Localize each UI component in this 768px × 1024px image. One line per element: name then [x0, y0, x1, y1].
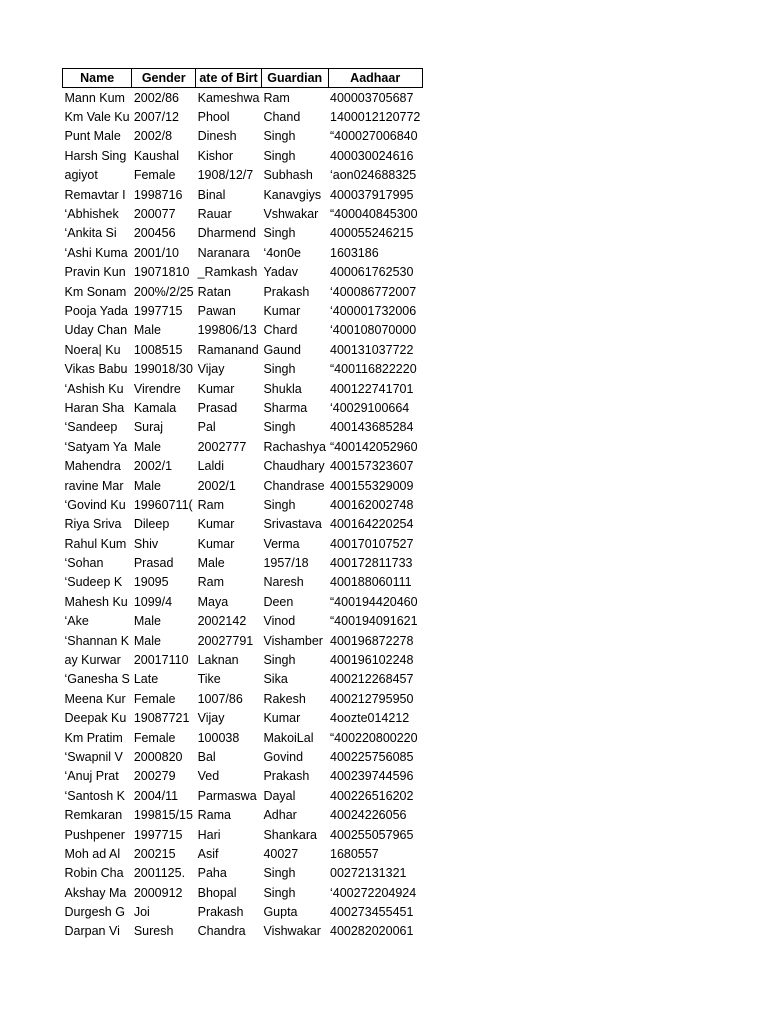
- guardian-cell[interactable]: Vinod: [263, 614, 296, 629]
- aadhaar-cell[interactable]: ‘400108070000: [330, 323, 417, 338]
- aadhaar-cell[interactable]: ‘400001732006: [330, 303, 417, 318]
- name-cell[interactable]: Haran Sha: [64, 400, 125, 415]
- guardian-cell[interactable]: Verma: [263, 536, 300, 551]
- dob-cell[interactable]: Pawan: [197, 303, 236, 318]
- guardian-cell[interactable]: Sika: [263, 672, 288, 687]
- guardian-cell[interactable]: Rakesh: [263, 691, 306, 706]
- aadhaar-cell[interactable]: ‘400272204924: [330, 885, 417, 900]
- dob-cell[interactable]: Prasad: [197, 400, 238, 415]
- guardian-cell[interactable]: Vshwakar: [263, 207, 319, 222]
- header-gender[interactable]: Gender: [132, 69, 196, 88]
- guardian-cell[interactable]: Singh: [263, 653, 296, 668]
- gender-cell[interactable]: 200456: [133, 226, 176, 241]
- gender-cell[interactable]: Female: [133, 168, 176, 183]
- dob-cell[interactable]: 20027791: [197, 633, 254, 648]
- dob-cell[interactable]: Tike: [197, 672, 221, 687]
- aadhaar-cell[interactable]: ‘40029100664: [330, 400, 410, 415]
- name-cell[interactable]: Vikas Babu: [64, 362, 128, 377]
- table-row: [63, 864, 423, 883]
- aadhaar-cell[interactable]: 400157323607: [330, 459, 414, 474]
- table-row: [63, 437, 423, 456]
- name-cell[interactable]: Uday Chan: [64, 323, 128, 338]
- guardian-cell[interactable]: Singh: [263, 226, 296, 241]
- name-cell[interactable]: ‘Shannan K: [64, 633, 130, 648]
- name-cell[interactable]: Meena Kur: [64, 691, 126, 706]
- gender-cell[interactable]: Dileep: [133, 517, 170, 532]
- dob-cell[interactable]: Rauar: [197, 207, 232, 222]
- table-row: [63, 534, 423, 553]
- gender-cell[interactable]: 2004/11: [133, 788, 179, 803]
- name-cell[interactable]: Punt Male: [64, 129, 121, 144]
- name-cell[interactable]: ‘Santosh K: [64, 788, 125, 803]
- dob-cell[interactable]: Maya: [197, 594, 229, 609]
- aadhaar-cell[interactable]: 400143685284: [330, 420, 414, 435]
- gender-cell[interactable]: Male: [133, 614, 161, 629]
- name-cell[interactable]: Akshay Ma: [64, 885, 127, 900]
- name-cell[interactable]: Km Sonam: [64, 284, 127, 299]
- aadhaar-cell[interactable]: 400196872278: [330, 633, 414, 648]
- header-name[interactable]: Name: [63, 69, 132, 88]
- table-row: [63, 263, 423, 282]
- dob-cell[interactable]: Hari: [197, 827, 221, 842]
- table-row: [63, 825, 423, 844]
- header-row: [63, 69, 423, 88]
- guardian-cell[interactable]: Gaund: [263, 342, 301, 357]
- table-row: [63, 612, 423, 631]
- guardian-cell[interactable]: MakoiLal: [263, 730, 314, 745]
- gender-cell[interactable]: Suresh: [133, 924, 174, 939]
- table-row: [63, 805, 423, 824]
- aadhaar-cell[interactable]: 4oozte014212: [330, 711, 410, 726]
- name-cell[interactable]: Harsh Sing: [64, 148, 127, 163]
- guardian-cell[interactable]: Singh: [263, 362, 296, 377]
- guardian-cell[interactable]: ‘4on0e: [263, 245, 301, 260]
- table-row: [63, 146, 423, 165]
- name-cell[interactable]: ‘Sandeep: [64, 420, 118, 435]
- gender-cell[interactable]: Prasad: [133, 556, 174, 571]
- guardian-cell[interactable]: Adhar: [263, 808, 297, 823]
- dob-cell[interactable]: 100038: [197, 730, 240, 745]
- guardian-cell[interactable]: Singh: [263, 497, 296, 512]
- dob-cell[interactable]: Dharmend: [197, 226, 256, 241]
- guardian-cell[interactable]: Singh: [263, 420, 296, 435]
- gender-cell[interactable]: Kaushal: [133, 148, 180, 163]
- gender-cell[interactable]: 19960711(: [133, 497, 193, 512]
- table-row: [63, 902, 423, 921]
- gender-cell[interactable]: 20017110: [133, 653, 189, 668]
- name-cell[interactable]: ‘Satyam Ya: [64, 439, 128, 454]
- table-row: [63, 282, 423, 301]
- gender-cell[interactable]: 2000820: [133, 749, 183, 764]
- guardian-cell[interactable]: Gupta: [263, 905, 298, 920]
- aadhaar-cell[interactable]: 400003705687: [330, 90, 414, 105]
- aadhaar-cell[interactable]: 400188060111: [330, 575, 412, 590]
- gender-cell[interactable]: Suraj: [133, 420, 164, 435]
- guardian-cell[interactable]: Singh: [263, 866, 296, 881]
- table-row: [63, 166, 423, 185]
- gender-cell[interactable]: 19095: [133, 575, 169, 590]
- dob-cell[interactable]: Kumar: [197, 517, 235, 532]
- name-cell[interactable]: Mahesh Ku: [64, 594, 128, 609]
- name-cell[interactable]: Km Vale Ku: [64, 110, 130, 125]
- dob-cell[interactable]: Rama: [197, 808, 231, 823]
- aadhaar-cell[interactable]: “400116822220: [330, 362, 417, 377]
- guardian-cell[interactable]: Kanavgiys: [263, 187, 322, 202]
- gender-cell[interactable]: Joi: [133, 905, 150, 920]
- aadhaar-cell[interactable]: 400131037722: [330, 342, 414, 357]
- dob-cell[interactable]: Paha: [197, 866, 227, 881]
- guardian-cell[interactable]: Kumar: [263, 303, 301, 318]
- dob-cell[interactable]: Kumar: [197, 381, 235, 396]
- dob-cell[interactable]: 2002/1: [197, 478, 236, 493]
- table-row: [63, 418, 423, 437]
- guardian-cell[interactable]: Govind: [263, 749, 304, 764]
- dob-cell[interactable]: Asif: [197, 846, 219, 861]
- guardian-cell[interactable]: Naresh: [263, 575, 304, 590]
- table-row: [63, 650, 423, 669]
- name-cell[interactable]: Darpan Vi: [64, 924, 120, 939]
- dob-cell[interactable]: Male: [197, 556, 225, 571]
- table-row: [63, 709, 423, 728]
- name-cell[interactable]: Noera| Ku: [64, 342, 121, 357]
- dob-cell[interactable]: Ram: [197, 575, 225, 590]
- table-row: [63, 515, 423, 534]
- dob-cell[interactable]: Naranara: [197, 245, 250, 260]
- aadhaar-cell[interactable]: 400122741701: [330, 381, 414, 396]
- guardian-cell[interactable]: Singh: [263, 885, 296, 900]
- name-cell[interactable]: ‘Govind Ku: [64, 497, 126, 512]
- table-row: [63, 107, 423, 126]
- name-cell[interactable]: Moh ad Al: [64, 846, 121, 861]
- name-cell[interactable]: Km Pratim: [64, 730, 123, 745]
- gender-cell[interactable]: 200215: [133, 846, 176, 861]
- table-row: [63, 689, 423, 708]
- table-row: [63, 631, 423, 650]
- dob-cell[interactable]: Bhopal: [197, 885, 237, 900]
- aadhaar-cell[interactable]: “400194091621: [330, 614, 418, 629]
- table-row: [63, 844, 423, 863]
- guardian-cell[interactable]: Chandrase: [263, 478, 325, 493]
- guardian-cell[interactable]: Ram: [263, 90, 290, 105]
- table-row: [63, 476, 423, 495]
- table-row: [63, 592, 423, 611]
- table-row: [63, 340, 423, 359]
- name-cell[interactable]: Pushpener: [64, 827, 125, 842]
- aadhaar-cell[interactable]: 1680557: [330, 846, 379, 861]
- dob-cell[interactable]: _Ramkash: [197, 265, 258, 280]
- guardian-cell[interactable]: Shankara: [263, 827, 317, 842]
- aadhaar-cell[interactable]: 400282020061: [330, 924, 414, 939]
- table-row: [63, 728, 423, 747]
- guardian-cell[interactable]: Dayal: [263, 788, 296, 803]
- guardian-cell[interactable]: Singh: [263, 129, 296, 144]
- dob-cell[interactable]: Prakash: [197, 905, 244, 920]
- aadhaar-cell[interactable]: ‘400086772007: [330, 284, 417, 299]
- name-cell[interactable]: Pravin Kun: [64, 265, 126, 280]
- name-cell[interactable]: Mahendra: [64, 459, 121, 474]
- guardian-cell[interactable]: Chand: [263, 110, 301, 125]
- gender-cell[interactable]: 199018/30: [133, 362, 193, 377]
- header-date-of-birth[interactable]: ate of Birt: [196, 69, 262, 88]
- table-row: [63, 922, 423, 941]
- aadhaar-cell[interactable]: 400030024616: [330, 148, 414, 163]
- gender-cell[interactable]: 2001125.: [133, 866, 186, 881]
- name-cell[interactable]: Riya Sriva: [64, 517, 122, 532]
- gender-cell[interactable]: 200%/2/25: [133, 284, 194, 299]
- name-cell[interactable]: ‘Sudeep K: [64, 575, 123, 590]
- table-row: [63, 185, 423, 204]
- aadhaar-cell[interactable]: 40024226056: [330, 808, 407, 823]
- aadhaar-cell[interactable]: 00272131321: [330, 866, 407, 881]
- gender-cell[interactable]: Late: [133, 672, 159, 687]
- dob-cell[interactable]: Kumar: [197, 536, 235, 551]
- table-row: [63, 88, 423, 108]
- dob-cell[interactable]: Ram: [197, 497, 225, 512]
- name-cell[interactable]: Remavtar I: [64, 187, 126, 202]
- guardian-cell[interactable]: Prakash: [263, 769, 310, 784]
- dob-cell[interactable]: Bal: [197, 749, 216, 764]
- dob-cell[interactable]: Chandra: [197, 924, 246, 939]
- aadhaar-cell[interactable]: 400164220254: [330, 517, 414, 532]
- dob-cell[interactable]: Vijay: [197, 711, 225, 726]
- table-row: [63, 224, 423, 243]
- gender-cell[interactable]: Male: [133, 633, 161, 648]
- dob-cell[interactable]: Parmaswa: [197, 788, 257, 803]
- table-row: [63, 301, 423, 320]
- guardian-cell[interactable]: Singh: [263, 148, 296, 163]
- name-cell[interactable]: ay Kurwar: [64, 653, 121, 668]
- gender-cell[interactable]: Female: [133, 730, 176, 745]
- dob-cell[interactable]: Kameshwa: [197, 90, 260, 105]
- dob-cell[interactable]: Laldi: [197, 459, 225, 474]
- name-cell[interactable]: ‘Abhishek: [64, 207, 119, 222]
- aadhaar-cell[interactable]: ‘aon024688325: [330, 168, 417, 183]
- table-row: [63, 747, 423, 766]
- aadhaar-cell[interactable]: “400040845300: [330, 207, 418, 222]
- dob-cell[interactable]: 1908/12/7: [197, 168, 254, 183]
- dob-cell[interactable]: 2002142: [197, 614, 247, 629]
- table-body: [63, 88, 423, 942]
- gender-cell[interactable]: 1008515: [133, 342, 183, 357]
- table-row: [63, 359, 423, 378]
- table-row: [63, 243, 423, 262]
- guardian-cell[interactable]: 1957/18: [263, 556, 309, 571]
- gender-cell[interactable]: 2001/10: [133, 245, 180, 260]
- guardian-cell[interactable]: Sharma: [263, 400, 308, 415]
- guardian-cell[interactable]: Chard: [263, 323, 298, 338]
- gender-cell[interactable]: Kamala: [133, 400, 177, 415]
- guardian-cell[interactable]: Srivastava: [263, 517, 322, 532]
- gender-cell[interactable]: 19071810: [133, 265, 190, 280]
- aadhaar-cell[interactable]: 400196102248: [330, 653, 414, 668]
- dob-cell[interactable]: Ved: [197, 769, 220, 784]
- aadhaar-cell[interactable]: 400172811733: [330, 556, 413, 571]
- guardian-cell[interactable]: 40027: [263, 846, 299, 861]
- gender-cell[interactable]: 200279: [133, 769, 176, 784]
- dob-cell[interactable]: Phool: [197, 110, 230, 125]
- guardian-cell[interactable]: Subhash: [263, 168, 313, 183]
- gender-cell[interactable]: 19087721: [133, 711, 190, 726]
- name-cell[interactable]: Pooja Yada: [64, 303, 128, 318]
- name-cell[interactable]: ‘Swapnil V: [64, 749, 123, 764]
- aadhaar-cell[interactable]: 400061762530: [330, 265, 414, 280]
- aadhaar-cell[interactable]: 400037917995: [330, 187, 414, 202]
- gender-cell[interactable]: Shiv: [133, 536, 159, 551]
- name-cell[interactable]: ‘Ganesha S: [64, 672, 130, 687]
- dob-cell[interactable]: 1007/86: [197, 691, 243, 706]
- name-cell[interactable]: agiyot: [64, 168, 98, 183]
- gender-cell[interactable]: 2002/8: [133, 129, 173, 144]
- dob-cell[interactable]: Vijay: [197, 362, 225, 377]
- aadhaar-cell[interactable]: 400155329009: [330, 478, 414, 493]
- gender-cell[interactable]: 200077: [133, 207, 176, 222]
- gender-cell[interactable]: Male: [133, 478, 161, 493]
- dob-cell[interactable]: 199806/13: [197, 323, 257, 338]
- name-cell[interactable]: ‘Sohan: [64, 556, 104, 571]
- aadhaar-cell[interactable]: “400027006840: [330, 129, 418, 144]
- name-cell[interactable]: Rahul Kum: [64, 536, 127, 551]
- aadhaar-cell[interactable]: 400255057965: [330, 827, 414, 842]
- guardian-cell[interactable]: Rachashya: [263, 439, 326, 454]
- aadhaar-cell[interactable]: 400239744596: [330, 769, 414, 784]
- gender-cell[interactable]: Virendre: [133, 381, 181, 396]
- aadhaar-cell[interactable]: 400212795950: [330, 691, 414, 706]
- gender-cell[interactable]: 2000912: [133, 885, 183, 900]
- aadhaar-cell[interactable]: 400162002748: [330, 497, 414, 512]
- dob-cell[interactable]: Laknan: [197, 653, 239, 668]
- table-row: [63, 204, 423, 223]
- gender-cell[interactable]: 2002/86: [133, 90, 180, 105]
- aadhaar-cell[interactable]: “400194420460: [330, 594, 418, 609]
- gender-cell[interactable]: Male: [133, 323, 161, 338]
- aadhaar-cell[interactable]: “400220800220: [330, 730, 418, 745]
- table-row: [63, 573, 423, 592]
- gender-cell[interactable]: 1099/4: [133, 594, 173, 609]
- gender-cell[interactable]: Male: [133, 439, 161, 454]
- name-cell[interactable]: ‘Ake: [64, 614, 89, 629]
- records-table: [62, 68, 423, 941]
- guardian-cell[interactable]: Yadav: [263, 265, 298, 280]
- guardian-cell[interactable]: Shukla: [263, 381, 302, 396]
- dob-cell[interactable]: Ratan: [197, 284, 231, 299]
- name-cell[interactable]: ‘Ankita Si: [64, 226, 117, 241]
- table-row: [63, 786, 423, 805]
- name-cell[interactable]: ‘Ashish Ku: [64, 381, 124, 396]
- table-row: [63, 379, 423, 398]
- table-row: [63, 670, 423, 689]
- dob-cell[interactable]: Dinesh: [197, 129, 237, 144]
- aadhaar-cell[interactable]: 400055246215: [330, 226, 414, 241]
- header-aadhaar[interactable]: Aadhaar: [328, 69, 422, 88]
- table-row: [63, 767, 423, 786]
- aadhaar-cell[interactable]: 1603186: [330, 245, 379, 260]
- guardian-cell[interactable]: Prakash: [263, 284, 310, 299]
- table-row: [63, 553, 423, 572]
- gender-cell[interactable]: 1997715: [133, 303, 183, 318]
- name-cell[interactable]: Robin Cha: [64, 866, 124, 881]
- table-row: [63, 456, 423, 475]
- name-cell[interactable]: Mann Kum: [64, 90, 125, 105]
- guardian-cell[interactable]: Chaudhary: [263, 459, 325, 474]
- aadhaar-cell[interactable]: 400225756085: [330, 749, 414, 764]
- header-guardian[interactable]: Guardian: [261, 69, 328, 88]
- dob-cell[interactable]: Kishor: [197, 148, 234, 163]
- aadhaar-cell[interactable]: 400170107527: [330, 536, 414, 551]
- name-cell[interactable]: ‘Ashi Kuma: [64, 245, 128, 260]
- gender-cell[interactable]: Female: [133, 691, 176, 706]
- gender-cell[interactable]: 199815/15: [133, 808, 193, 823]
- name-cell[interactable]: Remkaran: [64, 808, 123, 823]
- gender-cell[interactable]: 2002/1: [133, 459, 173, 474]
- guardian-cell[interactable]: Vishwakar: [263, 924, 321, 939]
- table-row: [63, 127, 423, 146]
- gender-cell[interactable]: 1997715: [133, 827, 183, 842]
- aadhaar-cell[interactable]: 400273455451: [330, 905, 414, 920]
- aadhaar-cell[interactable]: 400226516202: [330, 788, 414, 803]
- aadhaar-cell[interactable]: “400142052960: [330, 439, 418, 454]
- gender-cell[interactable]: 2007/12: [133, 110, 180, 125]
- dob-cell[interactable]: Binal: [197, 187, 226, 202]
- guardian-cell[interactable]: Kumar: [263, 711, 301, 726]
- gender-cell[interactable]: 1998716: [133, 187, 183, 202]
- guardian-cell[interactable]: Vishamber: [263, 633, 323, 648]
- table-row: [63, 398, 423, 417]
- table-row: [63, 321, 423, 340]
- aadhaar-cell[interactable]: 1400012120772: [330, 110, 421, 125]
- guardian-cell[interactable]: Deen: [263, 594, 294, 609]
- dob-cell[interactable]: Pal: [197, 420, 216, 435]
- aadhaar-cell[interactable]: 400212268457: [330, 672, 414, 687]
- name-cell[interactable]: ‘Anuj Prat: [64, 769, 119, 784]
- name-cell[interactable]: Durgesh G: [64, 905, 125, 920]
- name-cell[interactable]: Deepak Ku: [64, 711, 127, 726]
- dob-cell[interactable]: Ramanand: [197, 342, 259, 357]
- table-row: [63, 495, 423, 514]
- dob-cell[interactable]: 2002777: [197, 439, 247, 454]
- name-cell[interactable]: ravine Mar: [64, 478, 124, 493]
- table-row: [63, 883, 423, 902]
